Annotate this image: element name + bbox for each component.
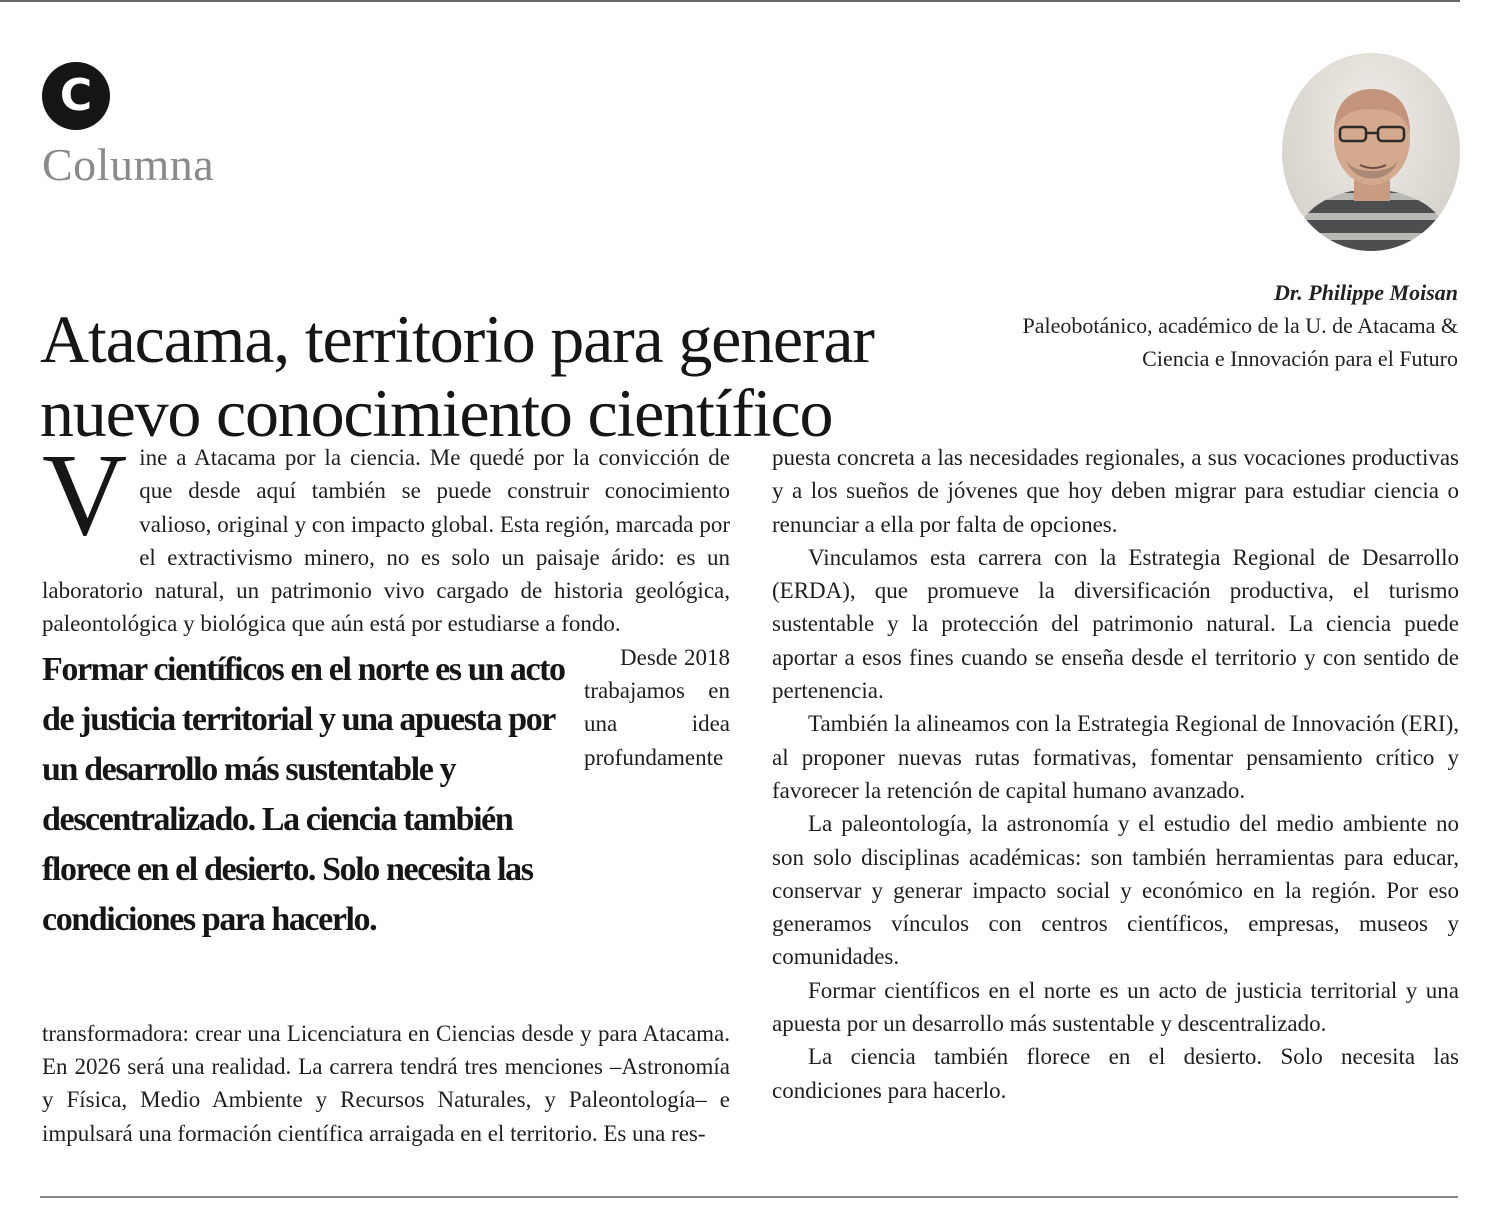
bottom-rule: [40, 1196, 1458, 1198]
author-byline: [1018, 276, 1458, 375]
headline-line-1: Atacama, territorio para generar: [40, 300, 874, 377]
headline-line-2: nuevo conocimiento científico: [40, 374, 833, 451]
section-label: Columna: [42, 139, 215, 190]
article-column-left: [42, 429, 730, 1150]
paragraph-4: También la alineamos con la Estrategia Regional de Innovación (ERI), al proponer nuevas rutas formativas, fomentar pensamiento crítico y favorecer la retención de capital humano avanzado.: [772, 711, 1459, 803]
article-column-right: [772, 441, 1459, 1107]
paragraph-2-continued: puesta concreta a las necesidades regionales, a sus vocaciones productivas y a los sueños de jóvenes que hoy deben migrar para estudiar ciencia o renunciar a ella por falta de opciones.: [772, 445, 1459, 537]
author-photo: [1282, 53, 1460, 251]
paragraph-3: Vinculamos esta carrera con la Estrategia Regional de Desarrollo (ERDA), que promueve la diversificación productiva, el turismo sustentable y la protección del patrimonio natural. La ciencia puede aportar a esos fines cuando se enseña desde el territorio y con sentido de pertenencia.: [772, 544, 1459, 704]
author-portrait-image: [1282, 53, 1460, 251]
paragraph-7: La ciencia también florece en el desierto. Solo necesita las condiciones para hacerlo.: [772, 1044, 1459, 1103]
author-name: Dr. Philippe Moisan: [1274, 280, 1458, 305]
drop-cap: V: [42, 429, 128, 560]
paragraph-2-text: Desde 2018 trabajamos en una idea profundamente transformadora: crear una Licenciatura en Ciencias desde y para Atacama. En 2026 será una realidad. La carrera tendrá tres menciones –Astronomía y Física, Medio Ambiente y Recursos Naturales, y Paleontología– e impulsará una formación científica arraigada en el territorio. Es una res-: [42, 644, 730, 1146]
paragraph-6: Formar científicos en el norte es un acto de justicia territorial y una apuesta por un desarrollo más sustentable y descentralizado.: [772, 977, 1459, 1037]
section-badge: [42, 62, 110, 130]
section-badge-letter: C: [59, 70, 93, 121]
article-headline: [40, 302, 1000, 450]
paragraph-1: [42, 429, 730, 641]
paragraph-5: La paleontología, la astronomía y el estudio del medio ambiente no son solo disciplinas académicas: son también herramientas para educar, conservar y generar impacto social y económico en la región. Por eso generamos vínculos con centros científicos, empresas, museos y comunidades.: [772, 811, 1459, 970]
top-rule: [0, 0, 1460, 2]
paragraph-1-text: ine a Atacama por la ciencia. Me quedé por la convicción de que desde aquí también se puede construir conocimiento valioso, original y con impacto global. Esta región, marcada por el extractivismo minero, no es solo un paisaje árido: es un laboratorio natural, un patrimonio vivo cargado de historia geológica, paleontológica y biológica que aún está por estudiarse a fondo.: [42, 445, 730, 637]
pull-quote: Formar científicos en el norte es un acto de justicia territorial y una apuesta por un desarrollo más sustentable y descentralizado. La ciencia también florece en el desierto. Solo necesita las condiciones para hacerlo.: [42, 650, 565, 938]
author-role: Paleobotánico, académico de la U. de Atacama & Ciencia e Innovación para el Futuro: [1022, 313, 1458, 371]
